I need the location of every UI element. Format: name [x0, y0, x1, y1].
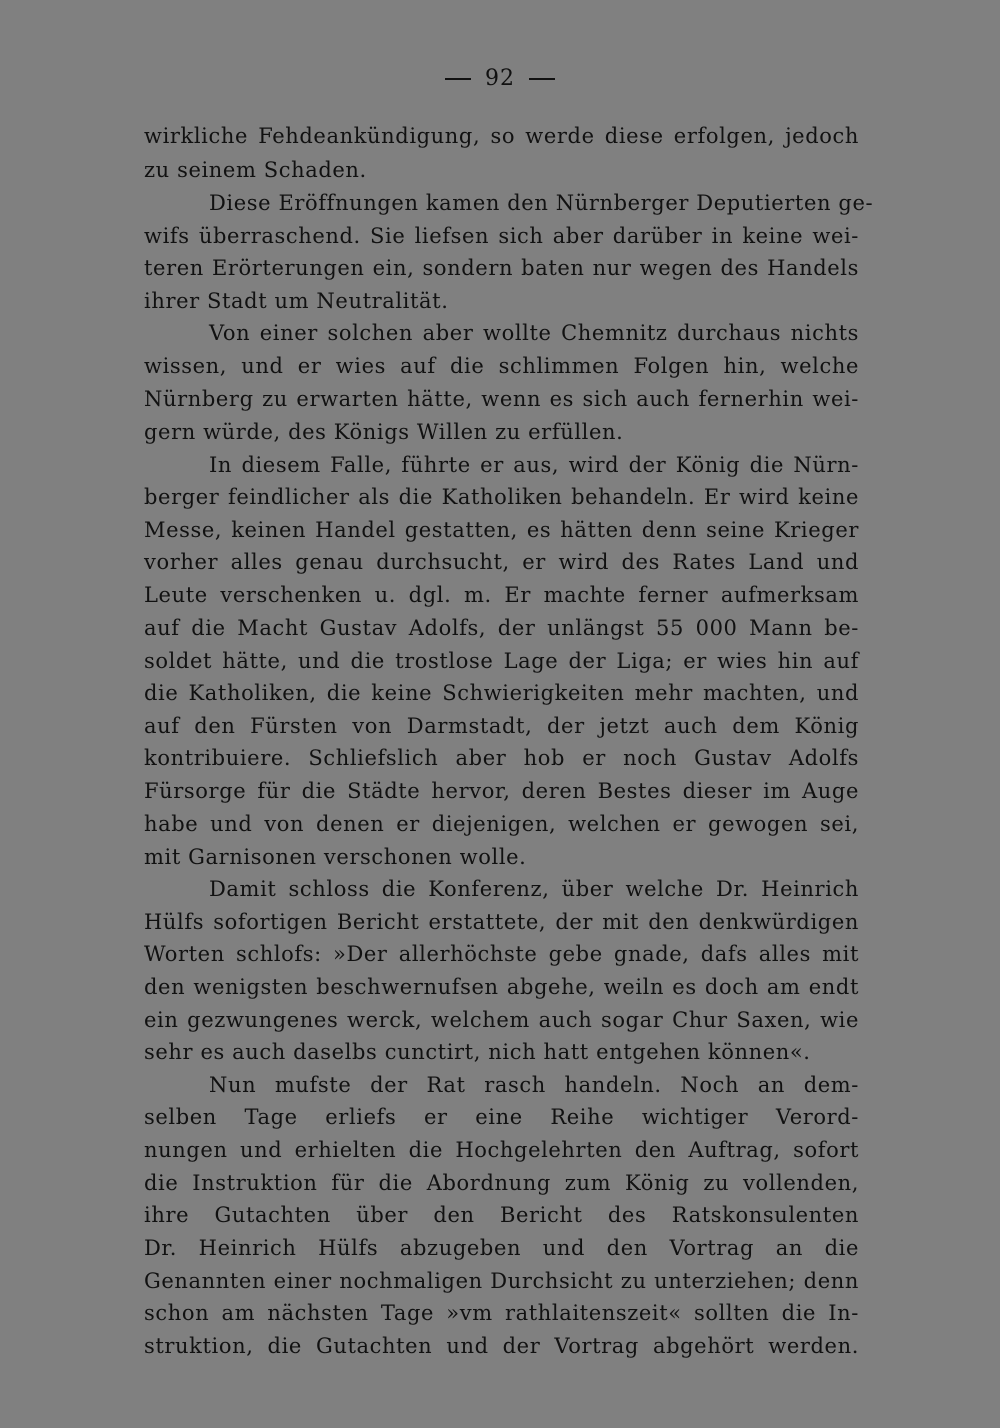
text-line: ihrer Stadt um Neutralität.: [144, 289, 449, 313]
text-line: vorher alles genau durchsucht, er wird des Rates Land und: [144, 550, 859, 574]
text-line: Messe, keinen Handel gestatten, es hätten denn seine Krieger: [144, 518, 859, 542]
text-line: teren Erörterungen ein, sondern baten nur wegen des Handels: [144, 256, 859, 280]
text-line: die Katholiken, die keine Schwierigkeiten mehr machten, und: [144, 681, 859, 705]
text-line: wissen, und er wies auf die schlimmen Folgen hin, welche: [144, 354, 859, 378]
text-line: habe und von denen er diejenigen, welchen er gewogen sei,: [144, 812, 859, 836]
text-line: Leute verschenken u. dgl. m. Er machte ferner aufmerksam: [144, 583, 859, 607]
text-line: wifs überraschend. Sie liefsen sich aber darüber in keine wei-: [144, 224, 859, 248]
text-line: berger feindlicher als die Katholiken behandeln. Er wird keine: [144, 485, 859, 509]
text-line: In diesem Falle, führte er aus, wird der König die Nürn-: [209, 453, 859, 477]
text-line: mit Garnisonen verschonen wolle.: [144, 845, 527, 869]
header-dash-right: [529, 78, 555, 80]
text-line: selben Tage erliefs er eine Reihe wichtiger Verord-: [144, 1105, 859, 1129]
text-line: ein gezwungenes werck, welchem auch sogar Chur Saxen, wie: [144, 1008, 859, 1032]
text-line: gern würde, des Königs Willen zu erfüllen.: [144, 420, 624, 444]
text-line: auf die Macht Gustav Adolfs, der unlängst 55 000 Mann be-: [144, 616, 859, 640]
text-line: Nun mufste der Rat rasch handeln. Noch an dem-: [209, 1073, 859, 1097]
text-line: Hülfs sofortigen Bericht erstattete, der mit den denkwürdigen: [144, 910, 859, 934]
text-line: ihre Gutachten über den Bericht des Ratskonsulenten: [144, 1203, 859, 1227]
text-line: soldet hätte, und die trostlose Lage der Liga; er wies hin auf: [144, 649, 859, 673]
text-line: Damit schloss die Konferenz, über welche Dr. Heinrich: [209, 877, 859, 901]
text-line: auf den Fürsten von Darmstadt, der jetzt auch dem König: [144, 714, 859, 738]
page-number-header: [0, 64, 1000, 94]
page-number: 92: [485, 66, 515, 91]
header-dash-left: [445, 78, 471, 80]
text-line: Worten schlofs: »Der allerhöchste gebe gnade, dafs alles mit: [144, 942, 859, 966]
text-line: zu seinem Schaden.: [144, 158, 367, 182]
text-line: den wenigsten beschwernufsen abgehe, weiln es doch am endt: [144, 975, 859, 999]
text-line: wirkliche Fehdeankündigung, so werde diese erfolgen, jedoch: [144, 124, 859, 148]
text-line: schon am nächsten Tage »vm rathlaitenszeit« sollten die In-: [144, 1301, 859, 1325]
text-line: sehr es auch daselbs cunctirt, nich hatt entgehen können«.: [144, 1040, 811, 1064]
text-line: die Instruktion für die Abordnung zum König zu vollenden,: [144, 1171, 859, 1195]
text-line: Dr. Heinrich Hülfs abzugeben und den Vortrag an die: [144, 1236, 859, 1260]
text-line: Von einer solchen aber wollte Chemnitz durchaus nichts: [209, 321, 859, 345]
text-line: kontribuiere. Schliefslich aber hob er noch Gustav Adolfs: [144, 746, 859, 770]
text-line: Diese Eröffnungen kamen den Nürnberger Deputierten ge-: [209, 191, 874, 215]
text-line: struktion, die Gutachten und der Vortrag abgehört werden.: [144, 1334, 859, 1358]
text-line: Genannten einer nochmaligen Durchsicht zu unterziehen; denn: [144, 1269, 859, 1293]
text-line: Nürnberg zu erwarten hätte, wenn es sich auch fernerhin wei-: [144, 387, 859, 411]
text-line: nungen und erhielten die Hochgelehrten den Auftrag, sofort: [144, 1138, 859, 1162]
text-line: Fürsorge für die Städte hervor, deren Bestes dieser im Auge: [144, 779, 859, 803]
